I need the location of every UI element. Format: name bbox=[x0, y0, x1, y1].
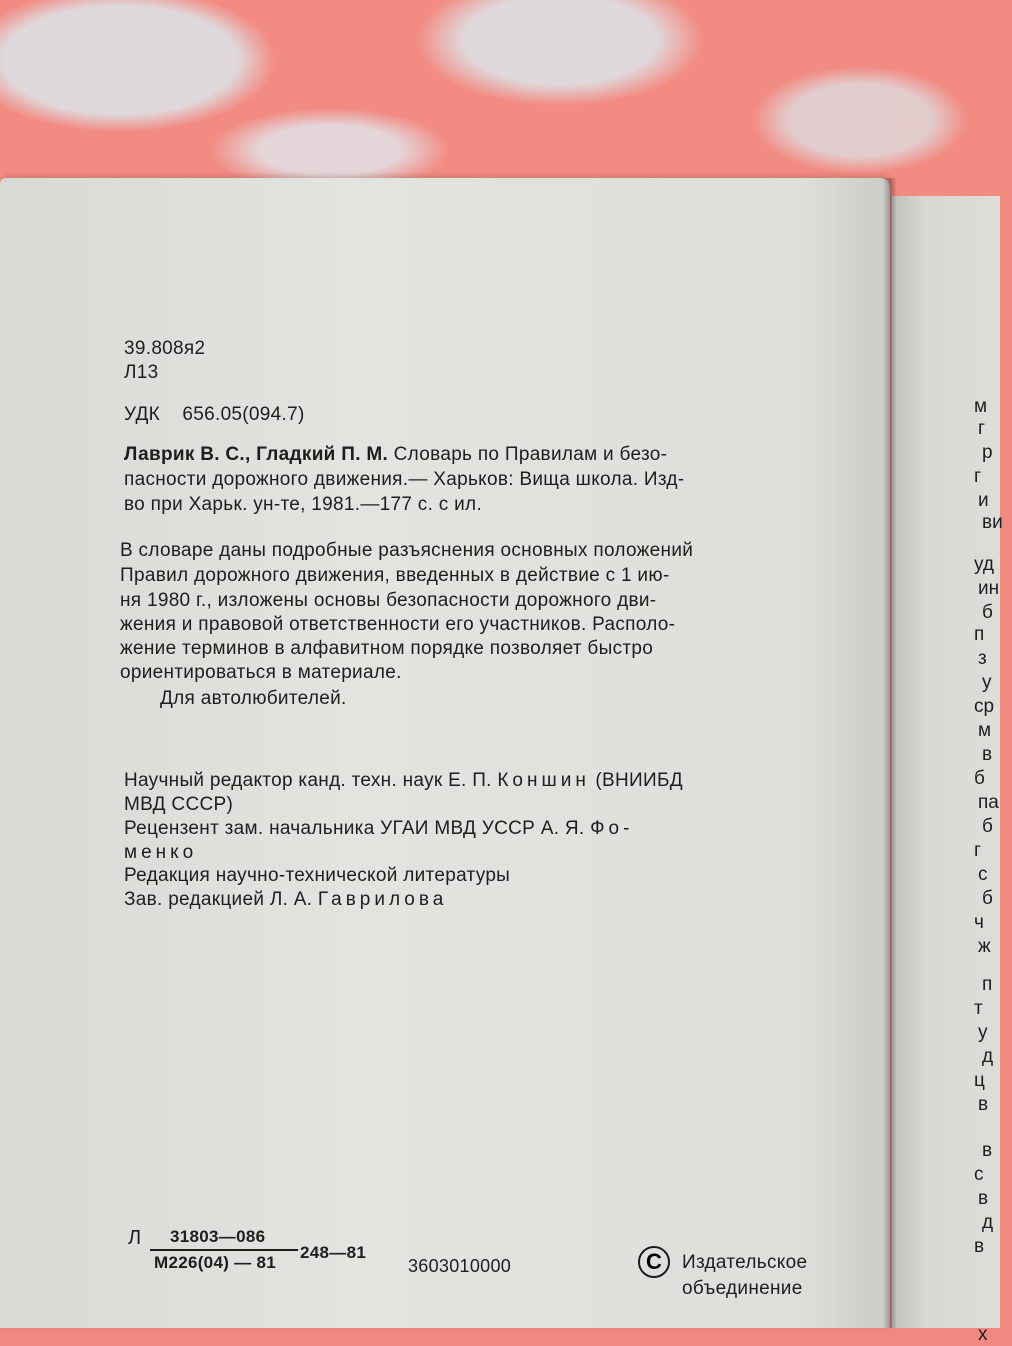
head-of-editorial bbox=[124, 889, 447, 910]
abstract-line: жения и правовой ответственности его участников. Располо- bbox=[120, 614, 676, 635]
right-page-fragment: ви bbox=[982, 512, 1003, 533]
right-page-fragment: уд bbox=[974, 554, 994, 575]
editor-prefix: Научный редактор канд. техн. наук Е. П. bbox=[124, 770, 492, 791]
right-page-fragment: в bbox=[974, 1236, 985, 1257]
bibliography-line-1 bbox=[124, 444, 667, 465]
editor-affiliation: МВД СССР) bbox=[124, 794, 234, 815]
reviewer bbox=[124, 818, 633, 839]
right-page-fragment: г bbox=[974, 466, 981, 487]
publisher-line-2: объединение bbox=[682, 1278, 803, 1299]
right-page-fragment: ин bbox=[978, 578, 1000, 599]
book-gutter bbox=[884, 178, 896, 1328]
right-page-fragment: в bbox=[982, 744, 993, 765]
udk-label: УДК bbox=[124, 404, 161, 425]
abstract-line: ориентироваться в материале. bbox=[120, 662, 402, 683]
abstract-line: ня 1980 г., изложены основы безопасности дорожного дви- bbox=[120, 590, 657, 611]
abstract-line: Правил дорожного движения, введенных в действие с 1 ию- bbox=[120, 565, 670, 586]
right-page-fragment: п bbox=[982, 974, 993, 995]
right-page-fragment: и bbox=[978, 490, 989, 511]
right-page-fragment: в bbox=[978, 1188, 989, 1209]
right-page-fragment: б bbox=[982, 602, 993, 623]
right-page-fragment: п bbox=[974, 624, 985, 645]
right-page-fragment: з bbox=[978, 648, 987, 669]
abstract-line: В словаре даны подробные разъяснения основных положений bbox=[120, 540, 694, 561]
right-page-fragment: с bbox=[974, 1164, 984, 1185]
head-prefix: Зав. редакцией Л. А. bbox=[124, 889, 313, 910]
abstract-line: жение терминов в алфавитном порядке позволяет быстро bbox=[120, 638, 654, 659]
authors: Лаврик В. С., Гладкий П. М. bbox=[124, 444, 389, 465]
footer-code-2: 3603010000 bbox=[408, 1256, 512, 1276]
reviewer-name-part: Фо- bbox=[590, 818, 634, 839]
publisher-line-1: Издательское bbox=[682, 1252, 808, 1273]
editor-name: Коншин bbox=[497, 770, 590, 791]
footer-numerator: 31803—086 bbox=[170, 1227, 266, 1246]
bibliography-line-3: во при Харьк. ун-те, 1981.—177 с. с ил. bbox=[124, 494, 483, 515]
udk-value: 656.05(094.7) bbox=[182, 404, 305, 425]
author-mark: Л13 bbox=[124, 362, 159, 383]
right-page-fragment: ц bbox=[974, 1070, 985, 1091]
right-page-fragment: ср bbox=[974, 696, 995, 717]
footer-denominator: М226(04) — 81 bbox=[154, 1253, 277, 1272]
right-page-fragment: у bbox=[982, 672, 992, 693]
head-name: Гаврилова bbox=[317, 889, 448, 910]
right-page-fragment: м bbox=[974, 396, 988, 417]
right-page-fragment: д bbox=[982, 1212, 994, 1233]
right-page-fragment: т bbox=[974, 998, 983, 1019]
right-page-fragment: па bbox=[978, 792, 999, 813]
editor-suffix: (ВНИИБД bbox=[595, 770, 683, 791]
reviewer-prefix: Рецензент зам. начальника УГАИ МВД УССР А. Я. bbox=[124, 818, 585, 839]
udk-line bbox=[124, 404, 305, 425]
footer-code-1: 248—81 bbox=[300, 1243, 367, 1262]
right-page-fragment: с bbox=[978, 864, 988, 885]
right-page-fragment: р bbox=[982, 442, 993, 463]
audience-note: Для автолюбителей. bbox=[160, 688, 347, 709]
right-page-fragment: х bbox=[978, 1324, 988, 1345]
right-page-fragment: в bbox=[978, 1094, 989, 1115]
bibliography-line-2: пасности дорожного движения.— Харьков: Вища школа. Изд- bbox=[124, 469, 685, 490]
scientific-editor bbox=[124, 770, 683, 791]
footer-letter: Л bbox=[128, 1227, 142, 1249]
right-page-fragment: у bbox=[978, 1022, 988, 1043]
classification-code: 39.808я2 bbox=[124, 338, 206, 359]
bibliography-title: Словарь по Правилам и безо- bbox=[393, 444, 668, 465]
right-page-fragment: ж bbox=[978, 936, 991, 957]
right-page-fragment: б bbox=[974, 768, 985, 789]
right-page-fragment: ч bbox=[974, 912, 984, 933]
right-page-fragment: г bbox=[974, 840, 981, 861]
right-page-fragment: м bbox=[978, 720, 992, 741]
right-page-fragment: в bbox=[982, 1140, 993, 1161]
reviewer-name-continued: менко bbox=[124, 842, 198, 863]
right-page-fragment: б bbox=[982, 888, 993, 909]
copyright-icon: C bbox=[638, 1246, 670, 1278]
fraction-bar bbox=[150, 1249, 298, 1251]
right-page-fragment: г bbox=[978, 418, 985, 439]
right-page bbox=[892, 196, 1003, 1345]
right-page-fragment: д bbox=[982, 1046, 994, 1067]
editorial-office: Редакция научно-технической литературы bbox=[124, 865, 511, 886]
right-page-fragment: б bbox=[982, 816, 993, 837]
